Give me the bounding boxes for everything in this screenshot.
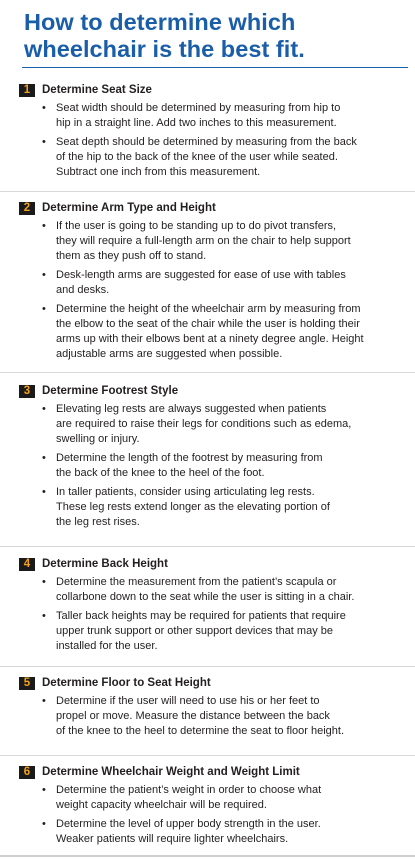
- step-header: [0, 384, 415, 400]
- step-6: [0, 765, 415, 851]
- step-3: [0, 384, 415, 534]
- bullet-item: • Determine the measurement from the patient’s scapula or collarbone down to the seat while the user is sitting in a chair.: [0, 575, 415, 605]
- step-5: [0, 676, 415, 743]
- title-divider: [22, 67, 408, 68]
- step-heading: Determine Back Height: [42, 558, 168, 570]
- bullet-item: • Determine the length of the footrest by measuring from the back of the knee to the heel of the foot.: [0, 451, 415, 481]
- step-header: [0, 201, 415, 217]
- step-number-badge: 3: [19, 385, 35, 398]
- section-separator: [0, 191, 415, 192]
- step-number-badge: 4: [19, 558, 35, 571]
- bullet-item: • Determine the patient’s weight in order to choose what weight capacity wheelchair will be required.: [0, 783, 415, 813]
- bullet-list: [0, 575, 415, 654]
- step-heading: Determine Arm Type and Height: [42, 202, 216, 214]
- bullet-item: • If the user is going to be standing up to do pivot transfers, they will require a full-length arm on the chair to help support them as they push off to stand.: [0, 219, 415, 264]
- bullet-list: [0, 219, 415, 362]
- step-2: [0, 201, 415, 366]
- bullet-item: • Seat depth should be determined by measuring from the back of the hip to the back of the knee of the user while seated. Subtract one inch from this measurement.: [0, 135, 415, 180]
- step-number-badge: 1: [19, 84, 35, 97]
- bullet-item: • Seat width should be determined by measuring from hip to hip in a straight line. Add two inches to this measurement.: [0, 101, 415, 131]
- bullet-item: • In taller patients, consider using articulating leg rests. These leg rests extend longer as the elevating portion of the leg rest rises.: [0, 485, 415, 530]
- step-heading: Determine Floor to Seat Height: [42, 677, 211, 689]
- bottom-border: [0, 855, 415, 857]
- step-heading: Determine Footrest Style: [42, 385, 179, 397]
- section-separator: [0, 755, 415, 756]
- step-1: [0, 83, 415, 184]
- bullet-item: • Determine if the user will need to use his or her feet to propel or move. Measure the distance between the back of the knee to the heel to determine the seat to floor height.: [0, 694, 415, 739]
- step-4: [0, 557, 415, 658]
- bullet-list: [0, 402, 415, 530]
- step-header: [0, 676, 415, 692]
- bullet-list: [0, 694, 415, 739]
- step-number-badge: 6: [19, 766, 35, 779]
- bullet-item: • Determine the height of the wheelchair arm by measuring from the elbow to the seat of the chair while the user is holding their arms up with their elbows bent at a ninety degree angle. Height adjustable arms are suggested when possible.: [0, 302, 415, 362]
- bullet-item: • Taller back heights may be required for patients that require upper trunk support or other support devices that may be installed for the user.: [0, 609, 415, 654]
- step-header: [0, 83, 415, 99]
- step-heading: Determine Wheelchair Weight and Weight Limit: [42, 766, 300, 778]
- bullet-item: • Elevating leg rests are always suggested when patients are required to raise their legs for conditions such as edema, swelling or injury.: [0, 402, 415, 447]
- step-header: [0, 557, 415, 573]
- step-number-badge: 5: [19, 677, 35, 690]
- section-separator: [0, 546, 415, 547]
- step-header: [0, 765, 415, 781]
- bullet-item: • Determine the level of upper body strength in the user. Weaker patients will require lighter wheelchairs.: [0, 817, 415, 847]
- bullet-list: [0, 101, 415, 180]
- section-separator: [0, 372, 415, 373]
- bullet-list: [0, 783, 415, 847]
- step-heading: Determine Seat Size: [42, 84, 152, 96]
- section-separator: [0, 666, 415, 667]
- step-number-badge: 2: [19, 202, 35, 215]
- bullet-item: • Desk-length arms are suggested for ease of use with tables and desks.: [0, 268, 415, 298]
- page-title: How to determine which wheelchair is the best fit.: [24, 9, 305, 62]
